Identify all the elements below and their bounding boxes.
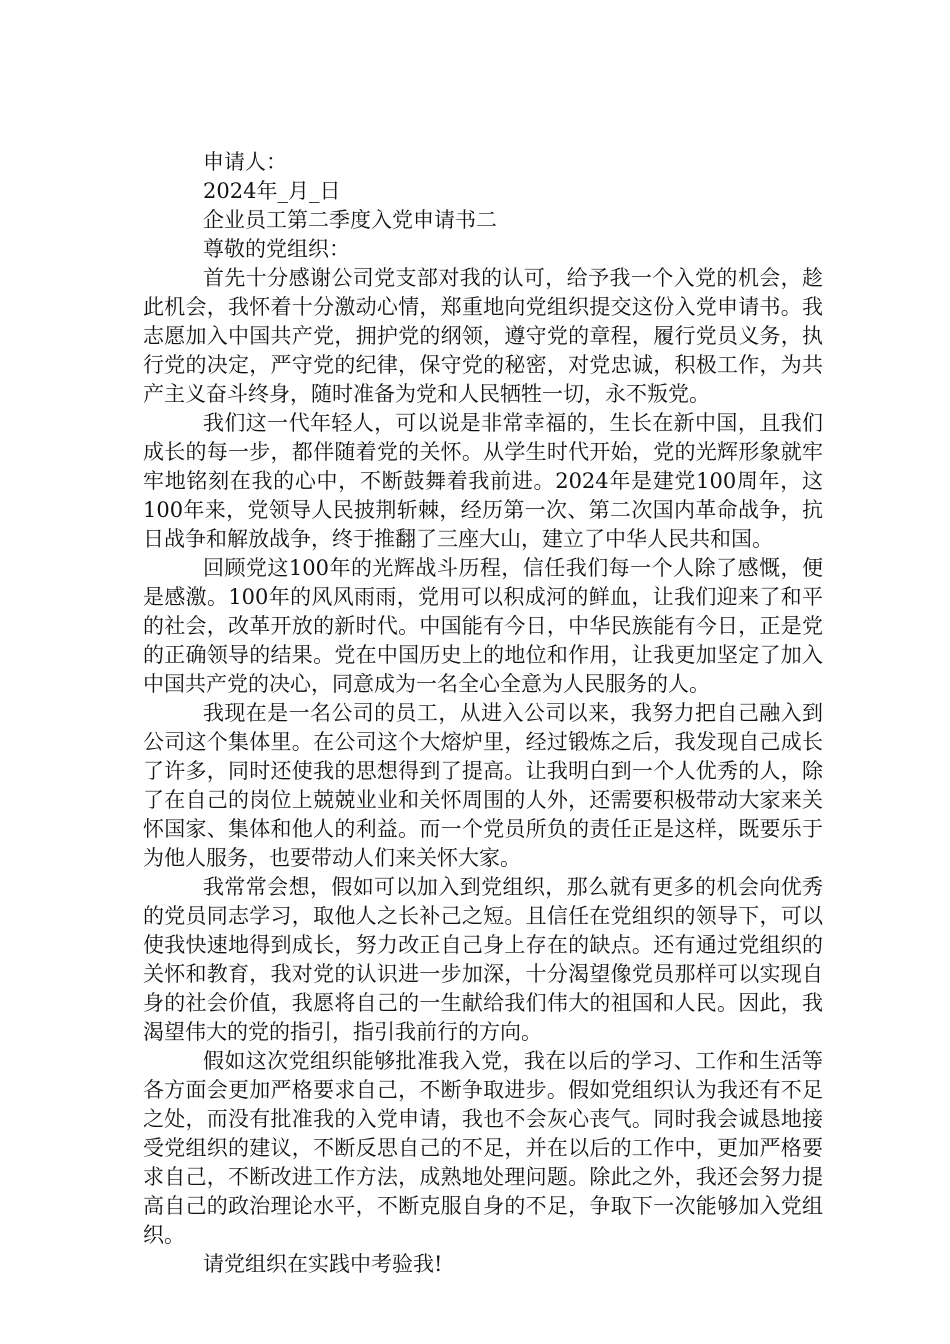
paragraph: 假如这次党组织能够批准我入党，我在以后的学习、工作和生活等各方面会更加严格要求自己，不断争取进步。假如党组织认为我还有不足之处，而没有批准我的入党申请，我也不会灰心丧气。同时我会诚恳地接受党组织的建议，不断反思自己的不足，并在以后的工作中，更加严格要求自己，不断改进工作方法，成熟地处理问题。除此之外，我还会努力提高自己的政治理论水平，不断克服自身的不足，争取下一次能够加入党组织。: [143, 1049, 823, 1247]
document-page: [143, 148, 823, 1279]
applicant-label: 申请人：: [203, 150, 287, 174]
salutation: 尊敬的党组织：: [203, 237, 350, 261]
paragraph: 我常常会想，假如可以加入到党组织，那么就有更多的机会向优秀的党员同志学习，取他人之长补己之短。且信任在党组织的领导下，可以使我快速地得到成长，努力改正自己身上存在的缺点。还有通过党组织的关怀和教育，我对党的认识进一步加深，十分渴望像党员那样可以实现自身的社会价值，我愿将自己的一生献给我们伟大的祖国和人民。因此，我渴望伟大的党的指引，指引我前行的方向。: [143, 875, 823, 1044]
paragraph: 我们这一代年轻人，可以说是非常幸福的，生长在新中国，且我们成长的每一步，都伴随着党的关怀。从学生时代开始，党的光辉形象就牢牢地铭刻在我的心中，不断鼓舞着我前进。2024年是建党100周年，这100年来，党领导人民披荆斩棘，经历第一次、第二次国内革命战争，抗日战争和解放战争，终于推翻了三座大山，建立了中华人民共和国。: [143, 411, 823, 551]
document-title: 企业员工第二季度入党申请书二: [203, 208, 497, 232]
paragraph: 回顾党这100年的光辉战斗历程，信任我们每一个人除了感慨，便是感激。100年的风风雨雨，党用可以积成河的鲜血，让我们迎来了和平的社会，改革开放的新时代。中国能有今日，中华民族能有今日，正是党的正确领导的结果。党在中国历史上的地位和作用，让我更加坚定了加入中国共产党的决心，同意成为一名全心全意为人民服务的人。: [143, 556, 823, 696]
paragraph: 我现在是一名公司的员工，从进入公司以来，我努力把自己融入到公司这个集体里。在公司这个大熔炉里，经过锻炼之后，我发现自己成长了许多，同时还使我的思想得到了提高。让我明白到一个人优秀的人，除了在自己的岗位上兢兢业业和关怀周围的人外，还需要积极带动大家来关怀国家、集体和他人的利益。而一个党员所负的责任正是这样，既要乐于为他人服务，也要带动人们来关怀大家。: [143, 701, 823, 870]
date-line: 2024年_月_日: [203, 179, 341, 203]
paragraph: 首先十分感谢公司党支部对我的认可，给予我一个入党的机会，趁此机会，我怀着十分激动心情，郑重地向党组织提交这份入党申请书。我志愿加入中国共产党，拥护党的纲领，遵守党的章程，履行党员义务，执行党的决定，严守党的纪律，保守党的秘密，对党忠诚，积极工作，为共产主义奋斗终身，随时准备为党和人民牺牲一切，永不叛党。: [143, 266, 823, 406]
closing-line: 请党组织在实践中考验我!: [203, 1252, 443, 1276]
